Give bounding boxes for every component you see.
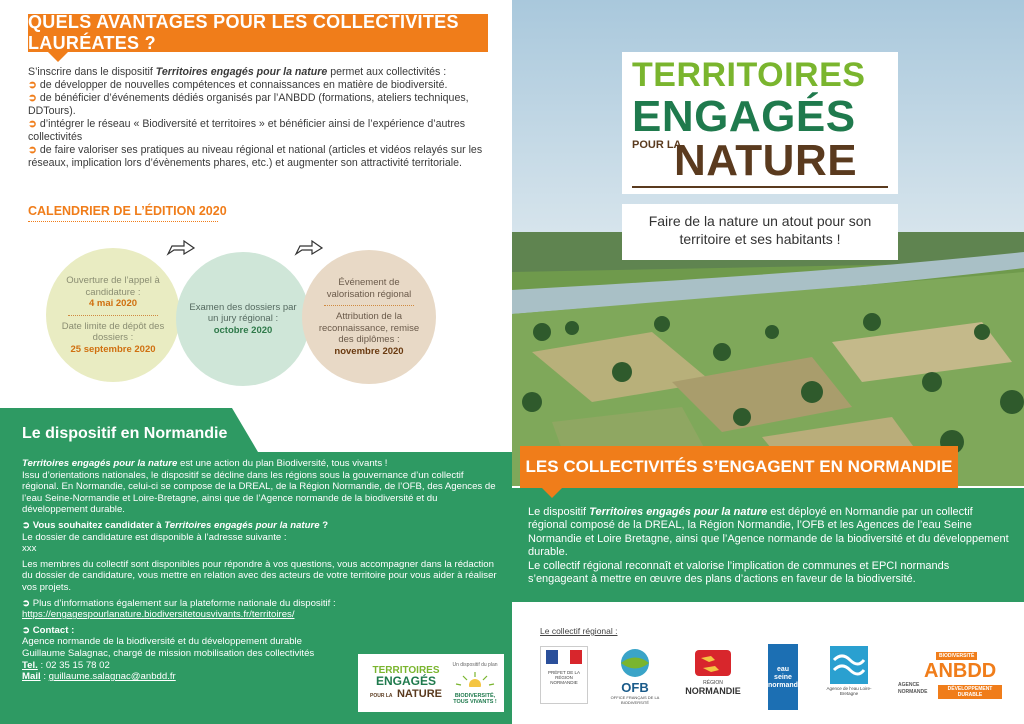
bullet-text: de bénéficier d’événements dédiés organisés par l’ANBDD (formations, ateliers techniques, DDTours). — [28, 92, 469, 117]
advantages-title: QUELS AVANTAGES POUR LES COLLECTIVITÉS LAURÉATES ? — [28, 14, 488, 52]
calendar-step-2 — [176, 252, 310, 386]
text: est déployé en Normandie par un collectif régional composé de la DREAL, la Région Normandie, l’OFB et les Agences de l’eau Seine Normandie et Loire Bretagne, ainsi que l’Agence normande de la biodiversité et du développement durable. — [528, 506, 1009, 559]
step-text: Attribution de la reconnaissance, remise des diplômes : — [318, 311, 420, 345]
email-link[interactable]: guillaume.salagnac@anbdd.fr — [48, 671, 176, 683]
bullet-text: de faire valoriser ses pratiques au niveau régional et national (articles et vidéos relayés sur les réseaux, implication lors d’évènements phares, etc.) et augmenter son attractivité territoriale. — [28, 144, 483, 169]
mini-brand — [362, 665, 450, 702]
prefet-logo — [540, 646, 588, 704]
text: Les membres du collectif sont disponibles pour répondre à vos questions, vous accompagner dans la rédaction du dossier de candidature, vous mettre en relation avec des acteurs de votre territoire pour vous aider à réaliser vos projets. — [22, 558, 497, 593]
text: Un dispositif du plan — [452, 661, 498, 668]
list-item — [28, 79, 488, 92]
region-normandie-logo — [682, 648, 744, 696]
bullet-text: de développer de nouvelles compétences et connaissances en matière de biodiversité. — [39, 79, 448, 91]
contact-label: Contact : — [32, 624, 75, 636]
step-text: Événement de valorisation régional — [326, 277, 412, 300]
arrow-bullet-icon: ➲ — [22, 624, 33, 636]
intro-after: permet aux collectivités : — [327, 66, 447, 78]
list-item — [28, 144, 488, 170]
arrow-bullet-icon: ➲ — [28, 79, 37, 91]
step-text: Examen des dossiers par un jury régional : — [189, 301, 297, 325]
text: ENGAGÉS — [375, 673, 436, 688]
calendar-underline — [28, 221, 218, 222]
ofb-globe-icon — [617, 648, 653, 678]
water-wave-icon — [830, 646, 868, 684]
text: NORMANDE — [898, 689, 928, 695]
arrow-bullet-icon: ➲ — [28, 92, 37, 104]
calendar-title: CALENDRIER DE L’ÉDITION 2020 — [28, 204, 227, 218]
calendar-step-3 — [302, 250, 436, 384]
text: TERRITOIRES — [372, 664, 440, 676]
tepn-mini-logo — [358, 654, 504, 712]
text: PRÉFET DE LA RÉGION NORMANDIE — [548, 670, 580, 685]
question-text: Vous souhaitez candidater à — [32, 519, 165, 531]
text: DÉVELOPPEMENT DURABLE — [938, 685, 1002, 699]
step-date: novembre 2020 — [334, 345, 404, 357]
divider — [324, 305, 414, 306]
text: OFB — [621, 680, 649, 695]
text: Issu d’orientations nationales, le dispositif se décline dans les régions sous la gouvernance d’un collectif régional. En Normandie, celui-ci se compose de la DREAL, de la Région Normandie, de l’OFB, des Agences de l’eau Seine-Normandie et Loire-Bretagne, ainsi que de l’Agence normande de la biodiversité et du développement durable. — [22, 469, 496, 516]
arrow-right-icon — [166, 238, 196, 256]
text: est une action du plan Biodiversité, tous vivants ! — [177, 458, 388, 469]
intro-em: Territoires engagés pour la nature — [155, 66, 328, 78]
text: RÉGION — [703, 680, 723, 686]
normandie-lions-icon — [693, 648, 733, 678]
brand-nature: NATURE — [674, 136, 858, 185]
loire-bretagne-logo — [826, 646, 872, 696]
contact-block: ➲ Contact : Agence normande de la biodiversité et du développement durable Guillaume Salagnac, chargé de mission mobilisation des collectivités Tel. : 02 35 15 78 02 Mail : guillaume.salagnac@anbdd.fr — [22, 624, 315, 683]
tagline: Faire de la nature un atout pour son territoire et ses habitants ! — [622, 204, 898, 260]
normandie-body — [22, 458, 500, 683]
arrow-bullet-icon: ➲ — [22, 597, 33, 609]
french-flag-icon — [546, 650, 582, 664]
brand-territoires: TERRITOIRES — [632, 56, 866, 94]
list-item — [28, 92, 488, 118]
collectif-label: Le collectif régional : — [540, 626, 618, 636]
advantages-text — [28, 66, 488, 170]
plan-biodiversite-logo — [450, 662, 500, 705]
paragraph — [22, 520, 500, 555]
em-text: Territoires engagés pour la nature — [589, 506, 768, 518]
text: NATURE — [396, 687, 442, 700]
divider — [68, 315, 158, 316]
paragraph — [22, 559, 500, 594]
step-date: 4 mai 2020 — [88, 298, 138, 309]
em-text: Territoires engagés pour la nature — [22, 458, 178, 469]
paragraph: Le collectif régional reconnaît et valorise l’implication de communes et EPCI normands s’engageant à mettre en œuvre des plans d’actions en faveur de la biodiversité. — [528, 559, 950, 586]
right-body-text — [528, 506, 1012, 586]
calendar-step-1 — [46, 248, 180, 382]
ofb-logo — [608, 648, 662, 705]
step-date: 25 septembre 2020 — [70, 343, 156, 355]
section-cutout — [232, 408, 512, 452]
arrow-bullet-icon: ➲ — [28, 144, 37, 156]
text: ANBDD — [924, 660, 997, 682]
text: eau seine normandie — [768, 666, 804, 689]
text: OFFICE FRANÇAIS DE LA BIODIVERSITÉ — [610, 695, 660, 705]
anbdd-logo — [898, 652, 1002, 702]
step-text: Ouverture de l’appel à candidature : — [66, 275, 160, 298]
text: BIODIVERSITÉ — [936, 652, 977, 660]
sun-rays-icon — [455, 671, 495, 687]
text: Guillaume Salagnac, chargé de mission mobilisation des collectivités — [22, 647, 315, 659]
list-item — [28, 118, 488, 144]
text: Agence de l’eau Loire-Bretagne — [826, 686, 872, 696]
arrow-right-icon — [294, 238, 324, 256]
arrow-bullet-icon: ➲ — [22, 519, 33, 531]
eau-seine-normandie-logo — [768, 644, 804, 710]
text: NORMANDIE — [685, 686, 741, 696]
text: BIODIVERSITÉ, TOUS VIVANTS ! — [453, 692, 497, 705]
brand-underline — [632, 186, 888, 188]
text: POUR LA — [632, 139, 682, 151]
platform-link[interactable]: https://engagespourlanature.biodiversitetousvivants.fr/territoires/ — [22, 609, 295, 621]
arrow-bullet-icon: ➲ — [28, 118, 37, 130]
paragraph — [528, 506, 1012, 560]
text: Le dossier de candidature est disponible à l’adresse suivante : — [22, 531, 287, 543]
step-text: Date limite de dépôt des dossiers : — [61, 320, 165, 343]
em-text: Territoires engagés pour la nature — [164, 519, 320, 531]
tel-label: Tel. — [22, 659, 38, 671]
intro-before: S’inscrire dans le dispositif — [28, 66, 156, 78]
candidature-link[interactable]: xxx — [22, 543, 37, 555]
brand-engages: ENGAGÉS — [632, 92, 856, 141]
text: Agence normande de la biodiversité et du développement durable — [22, 636, 303, 648]
text: AGENCE — [898, 682, 920, 688]
paragraph — [22, 598, 500, 621]
section-title: LES COLLECTIVITÉS S’ENGAGENT EN NORMANDIE — [520, 446, 958, 488]
normandie-title: Le dispositif en Normandie — [22, 425, 228, 442]
text: POUR LA — [370, 692, 393, 699]
mail-label: Mail — [22, 671, 41, 683]
bullet-text: d’intégrer le réseau « Biodiversité et territoires » et bénéficier ainsi de l’expérience d’autres collectivités — [28, 118, 466, 143]
tel-value[interactable]: : 02 35 15 78 02 — [37, 659, 110, 671]
question-text: ? — [319, 519, 329, 531]
text: Plus d’informations également sur la plateforme nationale du dispositif : — [32, 597, 336, 609]
paragraph — [22, 458, 500, 516]
text: Le dispositif — [528, 506, 590, 518]
step-date: octobre 2020 — [213, 324, 273, 336]
